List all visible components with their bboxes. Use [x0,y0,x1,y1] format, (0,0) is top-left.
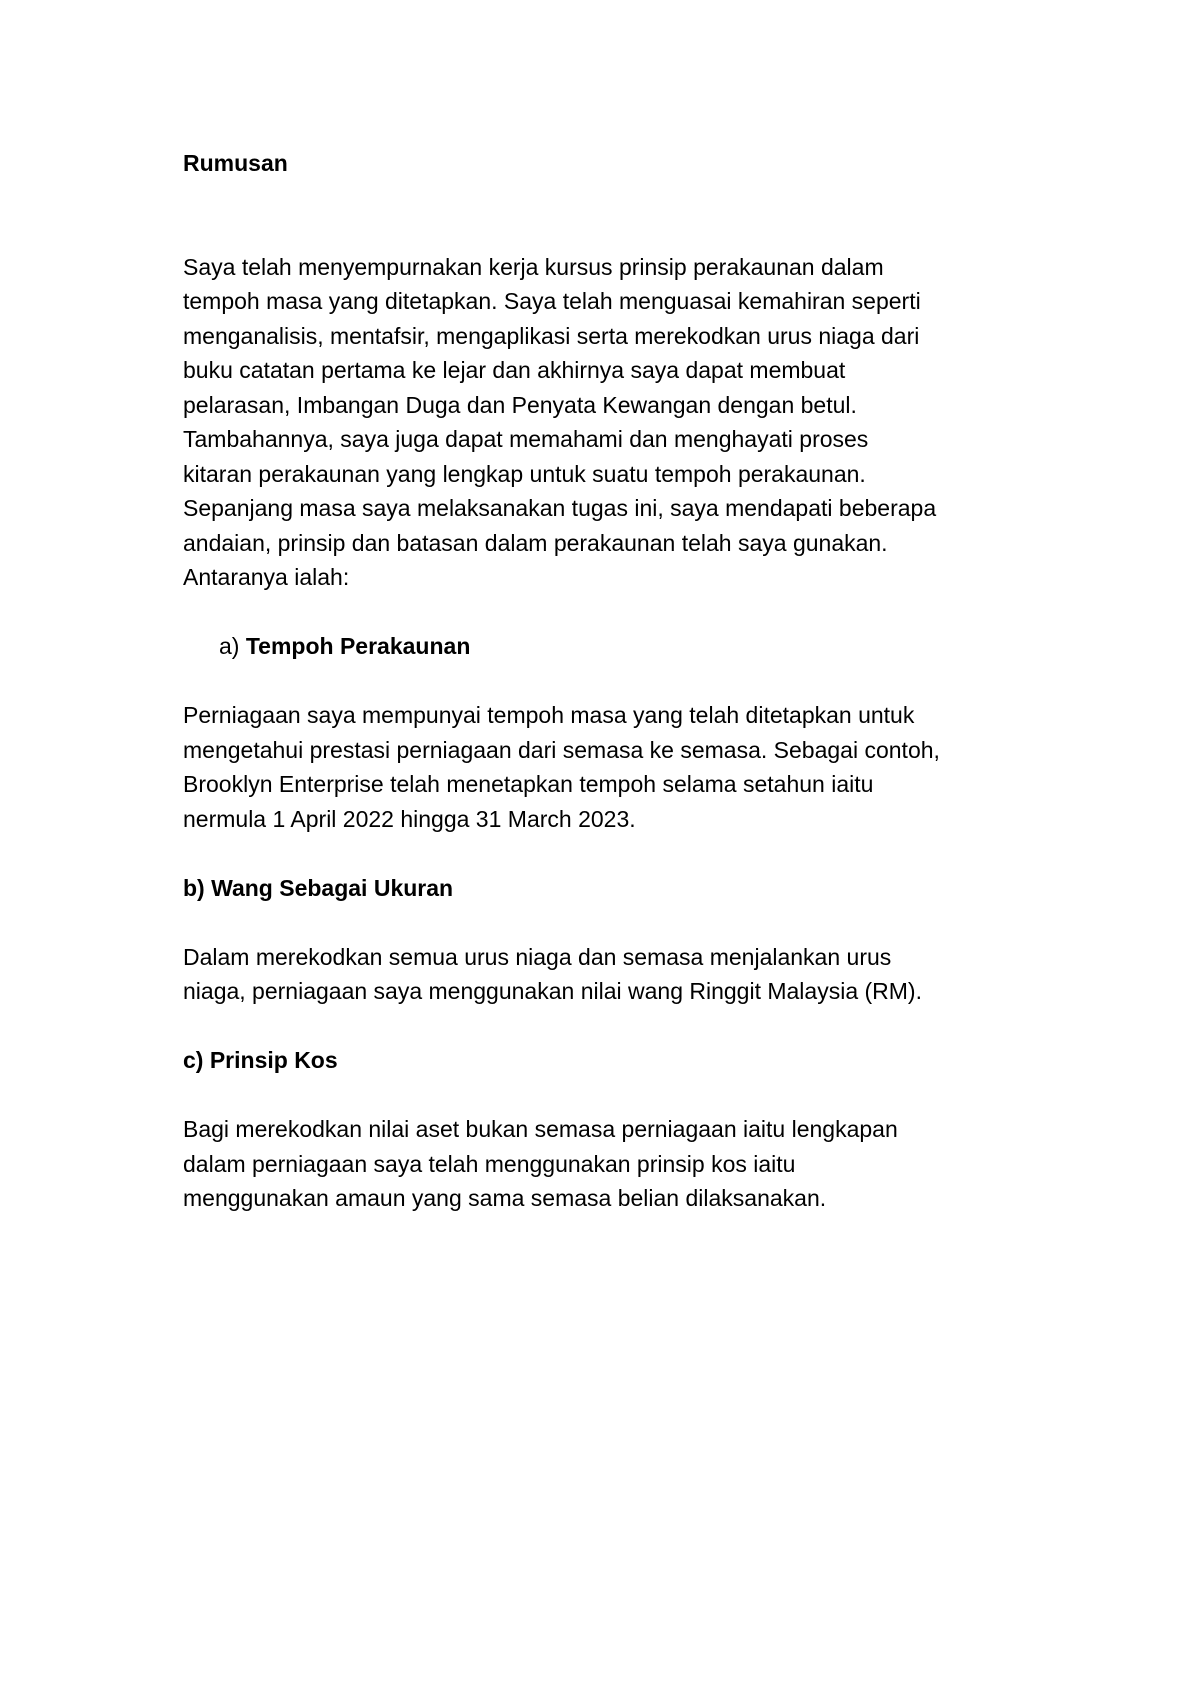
spacer [183,595,1083,630]
section-c-heading: c) Prinsip Kos [183,1047,338,1073]
intro-line: Sepanjang masa saya melaksanakan tugas ini, saya mendapati beberapa [183,495,937,521]
intro-line: buku catatan pertama ke lejar dan akhirnya saya dapat membuat [183,357,846,383]
section-c-line: Bagi merekodkan nilai aset bukan semasa perniagaan iaitu lengkapan [183,1116,898,1142]
section-a-title: Tempoh Perakaunan [245,633,471,659]
section-a-line: nermula 1 April 2022 hingga 31 March 2023. [183,805,636,832]
document-content [183,146,1083,1216]
document-title: Rumusan [183,150,288,176]
intro-line: andaian, prinsip dan batasan dalam perakaunan telah saya gunakan. [183,529,888,556]
spacer [183,664,1083,699]
section-c-line: dalam perniagaan saya telah menggunakan prinsip kos iaitu [183,1150,796,1177]
section-a-label: a) [219,633,240,659]
section-b-heading: b) Wang Sebagai Ukuran [183,874,454,901]
spacer [183,836,1083,871]
intro-line: kitaran perakaunan yang lengkap untuk suatu tempoh perakaunan. [183,460,866,487]
section-a-line: mengetahui prestasi perniagaan dari semasa ke semasa. Sebagai contoh, [183,736,940,763]
spacer [183,1009,1083,1044]
section-a-line: Brooklyn Enterprise telah menetapkan tempoh selama setahun iaitu [183,771,874,797]
intro-line: Tambahannya, saya juga dapat memahami dan menghayati proses [183,426,869,452]
intro-line: Antaranya ialah: [183,564,350,590]
intro-line: tempoh masa yang ditetapkan. Saya telah menguasai kemahiran seperti [183,288,921,314]
section-c-paragraph [183,1112,1083,1216]
intro-paragraph [183,250,1083,595]
section-a-paragraph [183,698,1083,836]
section-a-line: Perniagaan saya mempunyai tempoh masa yang telah ditetapkan untuk [183,702,915,728]
section-b-line: Dalam merekodkan semua urus niaga dan semasa menjalankan urus [183,943,892,970]
intro-line: Saya telah menyempurnakan kerja kursus prinsip perakaunan dalam [183,253,884,280]
section-c-line: menggunakan amaun yang sama semasa belian dilaksanakan. [183,1185,827,1211]
intro-line: menganalisis, mentafsir, mengaplikasi serta merekodkan urus niaga dari [183,322,920,349]
spacer [183,1078,1083,1113]
section-b-paragraph [183,940,1083,1009]
intro-line: pelarasan, Imbangan Duga dan Penyata Kewangan dengan betul. [183,391,857,418]
section-a-heading [183,629,1083,664]
spacer [183,905,1083,940]
section-b-line: niaga, perniagaan saya menggunakan nilai wang Ringgit Malaysia (RM). [183,978,922,1004]
